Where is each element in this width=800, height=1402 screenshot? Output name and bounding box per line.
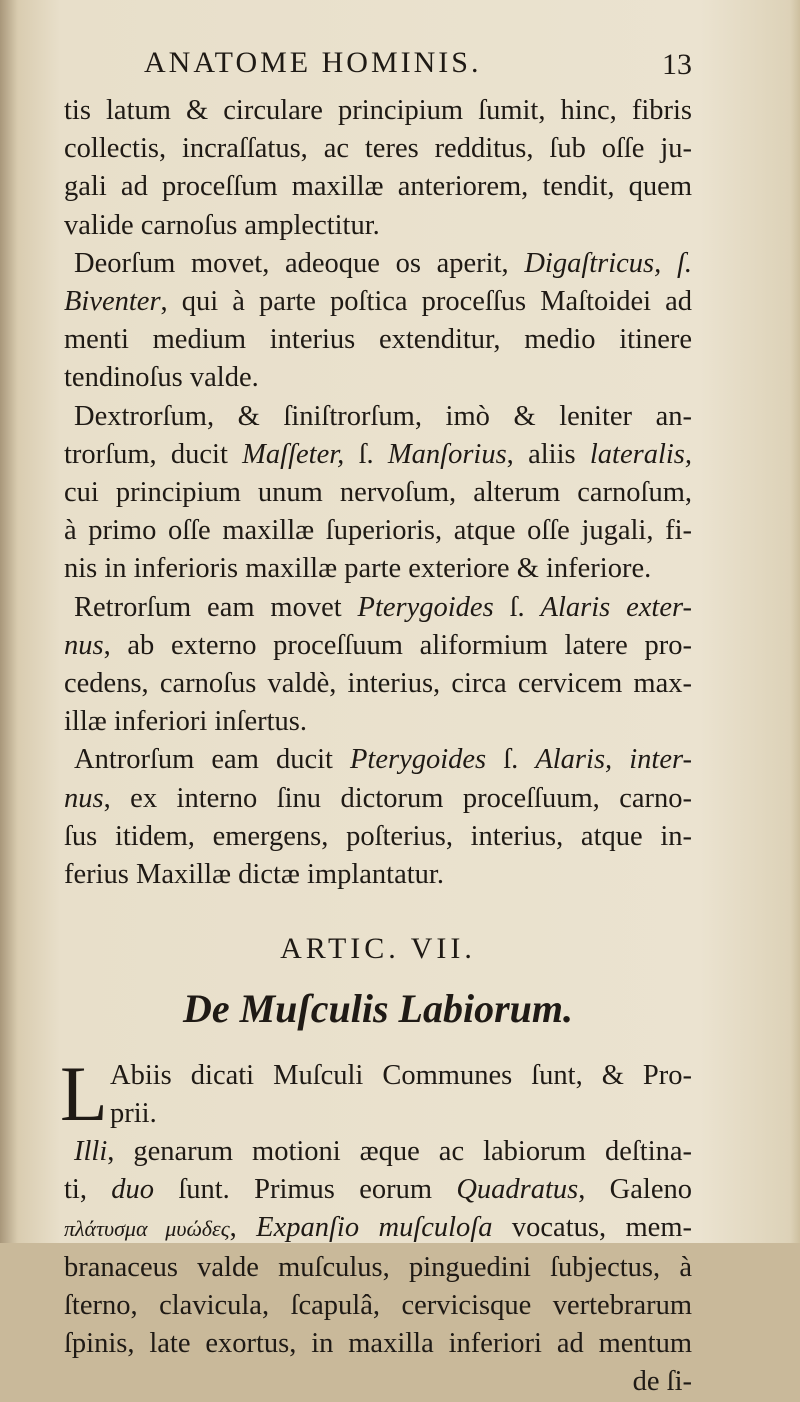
italic-term: Biventer [64,286,161,318]
paragraph-1 [64,92,692,245]
paragraph-5 [64,741,692,894]
paragraph-7 [64,1133,692,1363]
italic-term: lateralis, [589,438,693,470]
text-line: Deorſum movet, adeoque os aperit, Digaſtricus, ſ. [74,247,692,279]
text-line: Antrorſum eam ducit Pterygoides ſ. Alaris, inter- [74,744,692,776]
text-line: ferius Maxillæ dictæ implantatur. [64,859,444,891]
italic-term: nus [64,629,104,661]
text-line: collectis, incraſſatus, ac teres redditus, ſub oſſe ju- [64,133,692,165]
section-heading: De Muſculis Labiorum. [182,986,574,1032]
text-line: Biventer, qui à parte poſtica proceſſus Maſtoidei ad [64,286,692,318]
catchword: de ſi- [632,1366,692,1398]
paragraph-2 [64,245,692,398]
paragraph-6 [60,1049,692,1137]
text-line: ſus itidem, emergens, poſterius, interius, atque in- [64,820,692,852]
text-line: à primo oſſe maxillæ ſuperioris, atque oſſe jugali, fi- [64,515,692,547]
text-line: cui principium unum nervoſum, alterum carnoſum, [64,477,692,509]
drop-capital: L [60,1049,108,1137]
text-line: valide carnoſus amplectitur. [64,209,380,241]
page-number: 13 [662,48,692,81]
italic-term: Pterygoides [357,591,494,623]
italic-term: Digaſtricus, ſ. [524,247,692,279]
text-line: nus, ex interno ſinu dictorum proceſſuum, carno- [64,782,692,814]
text-line: Illi, genarum motioni æque ac labiorum deſtina- [74,1136,692,1168]
text-line: illæ inferiori inſertus. [64,706,308,738]
text-line: trorſum, ducit Maſſeter, ſ. Manſorius, aliis lateralis, [64,438,693,470]
italic-term: duo [111,1174,155,1206]
page-text [60,44,693,1402]
greek-term: πλάτυσμα μυώδες [64,1216,230,1242]
italic-term: Illi [74,1136,108,1168]
text-line: gali ad proceſſum maxillæ anteriorem, tendit, quem [64,171,692,203]
running-title: ANATOME HOMINIS. [144,46,482,79]
text-line: Dextrorſum, & ſiniſtrorſum, imò & leniter an- [74,400,692,432]
paragraph-4 [64,589,692,742]
text-line: menti medium interius extenditur, medio itinere [64,324,692,356]
text-line: ſpinis, late exortus, in maxilla inferiori ad mentum [64,1328,692,1360]
italic-term: nus [64,782,104,814]
italic-term: Expanſio muſculoſa [256,1212,493,1244]
running-head [64,44,692,92]
text-line: Abiis dicati Muſculi Communes ſunt, & Pro- [110,1059,692,1091]
text-line: nis in inferioris maxillæ parte exteriore & inferiore. [64,553,652,585]
italic-term: Maſſeter, [242,438,345,470]
text-line: nus, ab externo proceſſuum aliformium latere pro- [64,629,692,661]
article-number: ARTIC. VII. [280,932,476,966]
text-line: branaceus valde muſculus, pinguedini ſubjectus, à [64,1251,692,1283]
paragraph-3 [64,398,692,589]
italic-term: Manſorius [387,438,507,470]
text-line: cedens, carnoſus valdè, interius, circa cervicem max- [64,668,692,700]
text-line: ti, duo ſunt. Primus eorum Quadratus, Galeno [64,1174,692,1206]
italic-term: Pterygoides [350,744,487,776]
text-line: tendinoſus valde. [64,362,259,394]
text-line: Retrorſum eam movet Pterygoides ſ. Alaris exter- [74,591,692,623]
text-line: prii. [110,1097,157,1129]
text-line: ſterno, clavicula, ſcapulâ, cervicisque vertebrarum [64,1289,692,1321]
text-line: πλάτυσμα μυώδες, Expanſio muſculoſa vocatus, mem- [64,1212,692,1244]
italic-term: Quadratus [456,1174,579,1206]
italic-term: Alaris, inter- [535,744,692,776]
italic-term: Alaris exter- [540,591,692,623]
text-line: tis latum & circulare principium ſumit, hinc, fibris [64,95,692,126]
